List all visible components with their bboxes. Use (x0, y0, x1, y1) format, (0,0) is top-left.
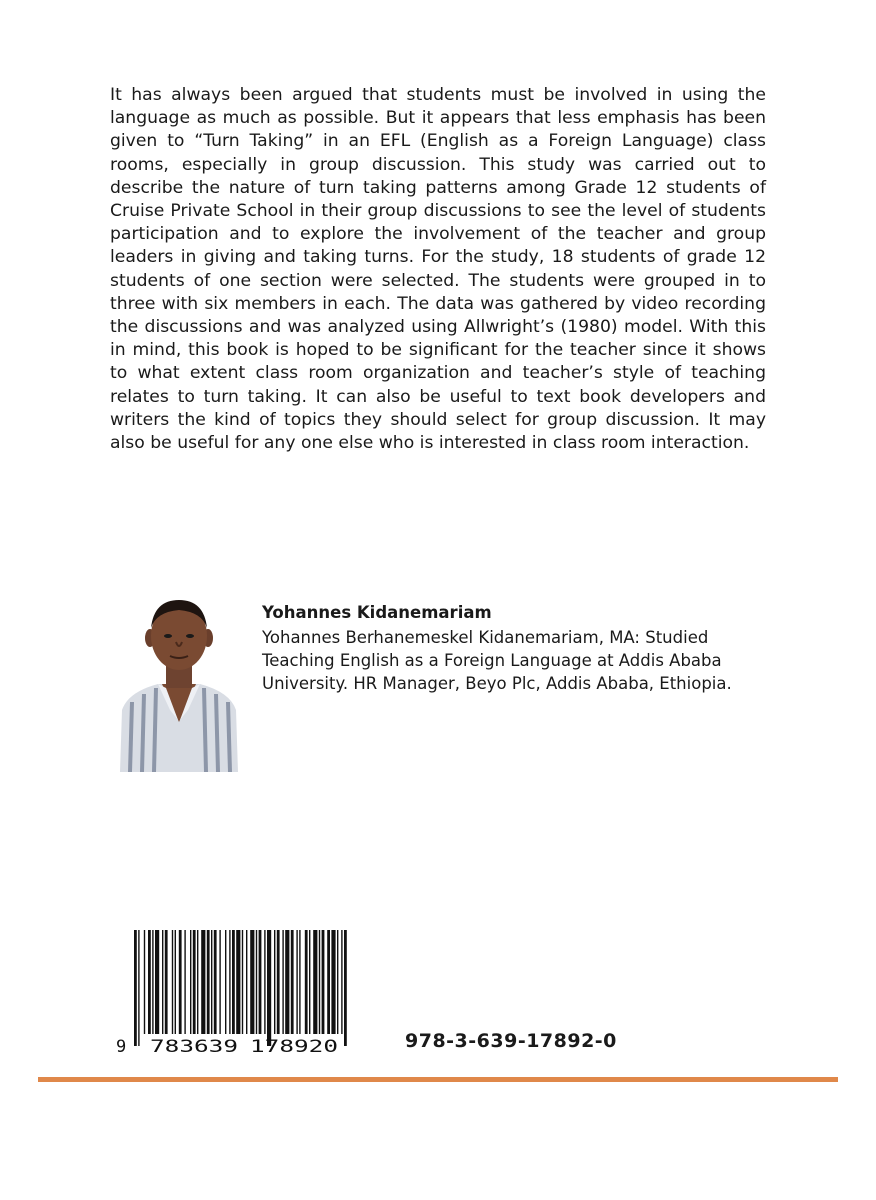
barcode-bar (246, 930, 247, 1034)
barcode-bar (327, 930, 330, 1034)
barcode-bar (138, 930, 139, 1046)
barcode-bar (331, 930, 335, 1034)
barcode-bar (152, 930, 153, 1034)
barcode-lead-digit: 9 (116, 1037, 127, 1057)
barcode-bar (285, 930, 289, 1034)
barcode-bar (211, 930, 212, 1034)
barcode-right-digits: 178920 (250, 1037, 338, 1057)
barcode-bar (277, 930, 280, 1034)
barcode-bar (313, 930, 317, 1034)
barcode-bar (179, 930, 182, 1034)
barcode-bar (282, 930, 283, 1034)
barcode-bar (190, 930, 191, 1034)
barcode-bar (214, 930, 217, 1034)
barcode-bar (219, 930, 220, 1034)
barcode-bar (296, 930, 297, 1034)
barcode-bar (309, 930, 310, 1034)
barcode-bar (344, 930, 347, 1046)
author-name: Yohannes Kidanemariam (262, 603, 492, 622)
author-photo (118, 598, 240, 772)
barcode-bar (319, 930, 320, 1034)
barcode-bar (259, 930, 262, 1034)
author-portrait-illustration (118, 598, 240, 772)
barcode-bar (207, 930, 210, 1034)
barcode-bar (184, 930, 185, 1034)
barcode-bar (305, 930, 308, 1034)
isbn-barcode (110, 928, 360, 1058)
barcode-bar (322, 930, 325, 1034)
barcode-bar (172, 930, 173, 1034)
barcode-bar (229, 930, 230, 1034)
barcode-bar (264, 930, 265, 1034)
back-cover-blurb: It has always been argued that students must be involved in using the language as much as possible. But it appears that less emphasis has been given to “Turn Taking” in an EFL (English as a Foreign Language) class rooms, especially in group discussion. This study was carried out to describe the nature of turn taking patterns among Grade 12 students of Cruise Private School in their group discussions to see the level of students participation and to explore the involvement of the teacher and group leaders in giving and taking turns. For the study, 18 students of grade 12 students of one section were selected. The students were grouped in to three with six members in each. The data was gathered by video recording the discussions and was analyzed using Allwright’s (1980) model. With this in mind, this book is hoped to be significant for the teacher since it shows to what extent class room organization and teacher’s style of teaching relates to turn taking. It can also be useful to text book developers and writers the kind of topics they should select for group discussion. It may also be useful for any one else who is interested in class room interaction. (110, 85, 766, 454)
barcode-bar (155, 930, 159, 1034)
author-info (262, 602, 762, 695)
barcode-bar (274, 930, 275, 1034)
barcode-bar (162, 930, 163, 1034)
barcode-bar (197, 930, 198, 1034)
barcode-bars (134, 930, 347, 1046)
barcode-left-digits: 783639 (150, 1037, 238, 1057)
barcode-bar (299, 930, 300, 1034)
barcode-bar (225, 930, 226, 1034)
footer-divider (38, 1077, 838, 1082)
barcode-bar (201, 930, 205, 1034)
barcode-bar (291, 930, 294, 1034)
barcode-bar (144, 930, 145, 1034)
barcode-bar (236, 930, 240, 1034)
barcode-bar (267, 930, 271, 1046)
barcode-bar (256, 930, 257, 1034)
barcode-bar (242, 930, 243, 1034)
barcode-graphic (110, 928, 360, 1058)
barcode-bar (337, 930, 338, 1034)
barcode-bar (341, 930, 342, 1034)
barcode-bar (148, 930, 151, 1034)
barcode-bar (175, 930, 176, 1034)
barcode-bar (165, 930, 168, 1034)
barcode-bar (134, 930, 137, 1046)
author-bio: Yohannes Berhanemeskel Kidanemariam, MA: Studied Teaching English as a Foreign Language at Addis Ababa University. HR Manager, Beyo Plc, Addis Ababa, Ethiopia. (262, 628, 732, 693)
barcode-bar (232, 930, 235, 1034)
barcode-bar (250, 930, 254, 1034)
barcode-bar (193, 930, 196, 1034)
isbn-number: 978-3-639-17892-0 (405, 1030, 617, 1052)
